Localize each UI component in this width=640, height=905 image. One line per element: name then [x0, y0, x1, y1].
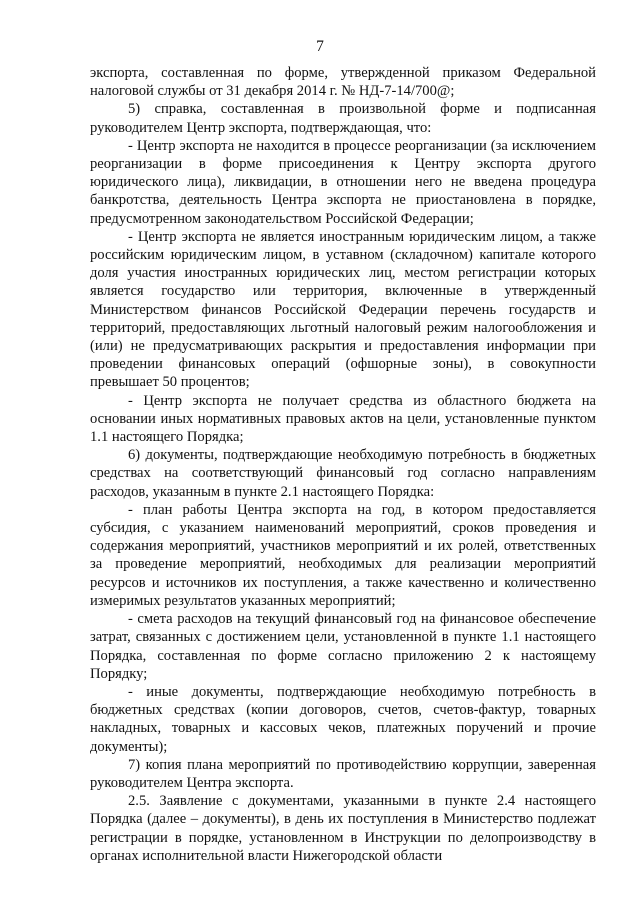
paragraph-2-5: 2.5. Заявление с документами, указанными в пункте 2.4 настоящего Порядка (далее – документы), в день их поступления в Министерство подлежат регистрации в порядке, установленном в Инструкции по делопроизводству в органах исполнительной власти Нижегородской области: [90, 793, 596, 864]
paragraph-item-5: 5) справка, составленная в произвольной форме и подписанная руководителем Центр экспорта, подтверждающая, что:: [90, 101, 596, 136]
paragraph-item-7: 7) копия плана мероприятий по противодействию коррупции, заверенная руководителем Центра экспорта.: [90, 756, 596, 791]
paragraph-continuation: экспорта, составленная по форме, утвержденной приказом Федеральной налоговой службы от 31 декабря 2014 г. № НД-7-14/700@;: [90, 65, 596, 100]
page-number: 7: [316, 38, 324, 55]
paragraph-item-6-cost-estimate: - смета расходов на текущий финансовый год на финансовое обеспечение затрат, связанных с достижением цели, установленной в пункте 1.1 настоящего Порядка, составленная по форме согласно приложению 2 к настоящему Порядку;: [90, 611, 596, 682]
paragraph-item-5-reorganization: - Центр экспорта не находится в процессе реорганизации (за исключением реорганизации в форме присоединения к Центру экспорта другого юридического лица), ликвидации, в отношении него не введена процедура банкротства, деятельность Центра экспорта не приостановлена в порядке, предусмотренном законодательством Российской Федерации;: [90, 137, 596, 227]
paragraph-item-6-other-documents: - иные документы, подтверждающие необходимую потребность в бюджетных средствах (копии договоров, счетов, счетов-фактур, товарных накладных, товарных и кассовых чеков, платежных поручений и прочие документы);: [90, 683, 596, 755]
paragraph-item-5-budget-funds: - Центр экспорта не получает средства из областного бюджета на основании иных нормативных правовых актов на цели, установленные пунктом 1.1 настоящего Порядка;: [90, 392, 596, 446]
document-body: [90, 64, 596, 865]
paragraph-item-5-foreign-entity: - Центр экспорта не является иностранным юридическим лицом, а также российским юридическим лицом, в уставном (складочном) капитале которого доля участия иностранных юридических лиц, местом регистрации которых является государство или территория, включенные в утвержденный Министерством финансов Российской Федерации перечень государств и территорий, предоставляющих льготный налоговый режим налогообложения и (или) не предусматривающих раскрытия и предоставления информации при проведении финансовых операций (офшорные зоны), в совокупности превышает 50 процентов;: [90, 228, 596, 391]
paragraph-item-6-work-plan: - план работы Центра экспорта на год, в котором предоставляется субсидия, с указанием наименований мероприятий, сроков проведения и содержания мероприятий, участников мероприятий и их ролей, ответственных за проведение мероприятий, необходимых для реализации мероприятий ресурсов и источников их поступления, а также качественно и количественно измеримых результатов указанных мероприятий;: [90, 501, 596, 609]
paragraph-item-6: 6) документы, подтверждающие необходимую потребность в бюджетных средствах на соответствующий финансовый год согласно направлениям расходов, указанным в пункте 2.1 настоящего Порядка:: [90, 447, 596, 500]
